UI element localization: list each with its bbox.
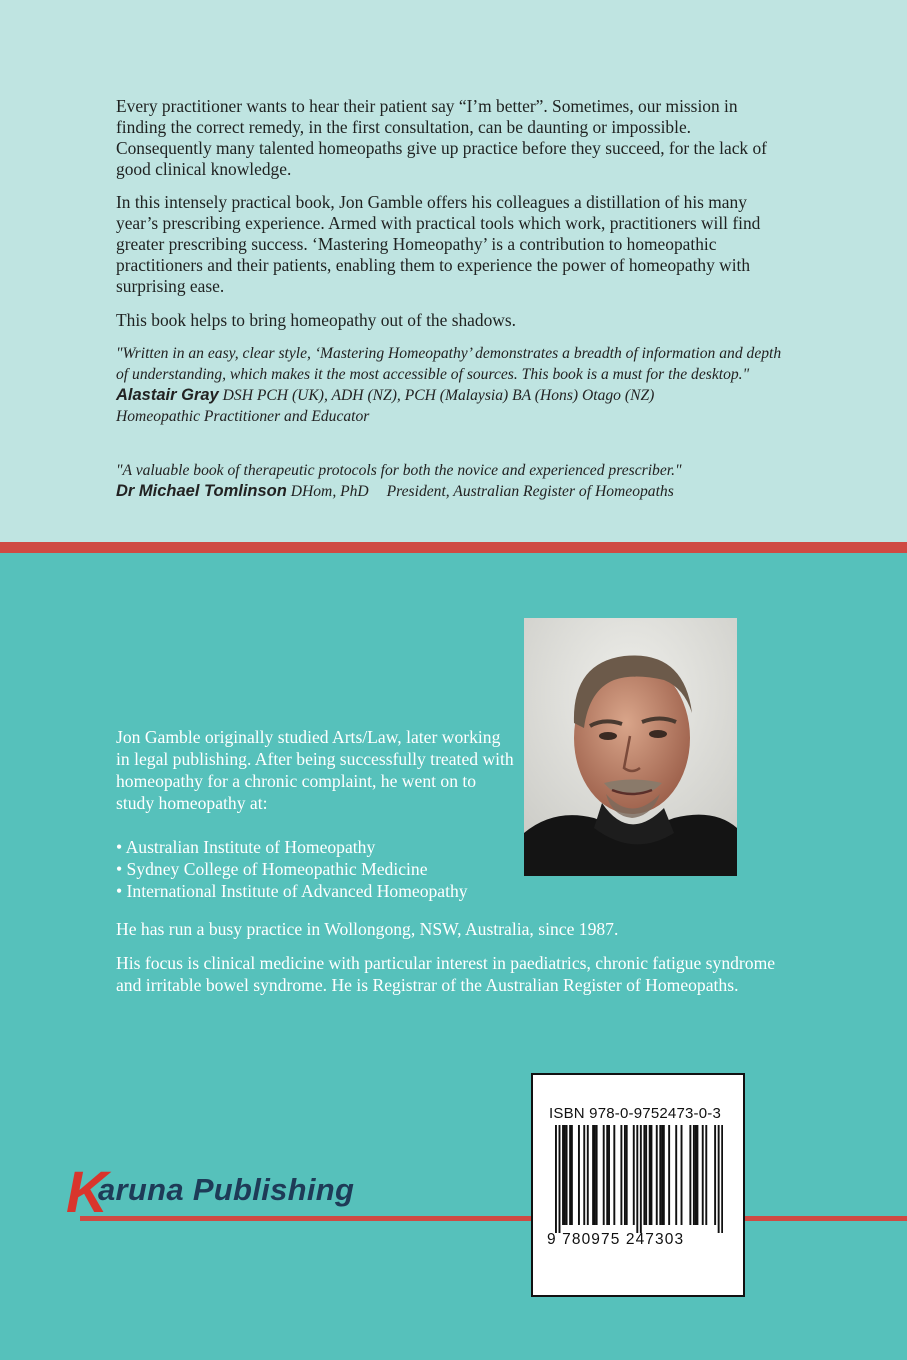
barcode-bar: [689, 1125, 691, 1225]
barcode-bar: [668, 1125, 670, 1225]
barcode-bar: [636, 1125, 638, 1233]
endorsement-quote: "A valuable book of therapeutic protocols for both the novice and experienced prescriber.": [116, 462, 682, 479]
blurb-paragraph: In this intensely practical book, Jon Gamble offers his colleagues a distillation of his many year’s prescribing experience. Armed with practical tools which work, practitioners will find greater prescribing success. ‘Mastering Homeopathy’ is a contribution to homeopathic practitioners and their patients, enabling them to experience the power of homeopathy with surprising ease.: [116, 192, 761, 296]
barcode-bar: [693, 1125, 695, 1225]
author-focus: His focus is clinical medicine with particular interest in paediatrics, chronic fatigue syndrome and irritable bowel syndrome. He is Registrar of the Australian Register of Homeopaths.: [116, 953, 776, 995]
blurb-paragraph: Every practitioner wants to hear their patient say “I’m better”. Sometimes, our mission in finding the correct remedy, in the first consultation, can be daunting or impossible. Consequently many talented homeopaths give up practice before they succeed, for the lack of good clinical knowledge.: [116, 96, 767, 179]
barcode-bar: [696, 1125, 698, 1225]
barcode-bar: [643, 1125, 645, 1225]
red-divider-band: [0, 542, 907, 553]
barcode-bar: [661, 1125, 663, 1225]
barcode-bar: [663, 1125, 665, 1225]
list-item: • Sydney College of Homeopathic Medicine: [116, 859, 428, 879]
endorser-name: Dr Michael Tomlinson: [116, 482, 287, 500]
barcode-bar: [626, 1125, 628, 1225]
endorser-name: Alastair Gray: [116, 386, 219, 404]
barcode-bars: [555, 1125, 723, 1233]
barcode-bar: [578, 1125, 580, 1225]
endorsement-quote: "Written in an easy, clear style, ‘Mastering Homeopathy’ demonstrates a breadth of information and depth of understanding, which makes it the most accessible of sources. This book is a must for the desktop.": [116, 345, 782, 383]
barcode-bar: [592, 1125, 594, 1225]
barcode-bar: [596, 1125, 598, 1225]
list-item: • International Institute of Advanced Homeopathy: [116, 881, 468, 901]
endorser-role: Homeopathic Practitioner and Educator: [116, 408, 370, 425]
barcode-bar: [702, 1125, 704, 1225]
blurb-paragraph: This book helps to bring homeopathy out of the shadows.: [116, 310, 516, 330]
barcode-bar: [583, 1125, 585, 1225]
publisher-logo: [66, 1162, 406, 1232]
author-practice: He has run a busy practice in Wollongong, NSW, Australia, since 1987.: [116, 919, 619, 939]
barcode-bar: [705, 1125, 707, 1225]
barcode-bar: [681, 1125, 683, 1225]
isbn-label: ISBN 978-0-9752473-0-3: [549, 1105, 722, 1122]
list-item: • Australian Institute of Homeopathy: [116, 837, 376, 857]
barcode-bar: [721, 1125, 723, 1233]
barcode-bar: [562, 1125, 564, 1225]
barcode-bar: [587, 1125, 589, 1225]
barcode-bar: [650, 1125, 652, 1225]
barcode-bar: [603, 1125, 605, 1225]
barcode-bar: [695, 1125, 697, 1225]
barcode-bar: [566, 1125, 568, 1225]
barcode-digits: 9 780975 247303: [547, 1231, 685, 1248]
barcode-bar: [714, 1125, 716, 1225]
author-schools-list: [116, 836, 586, 902]
barcode-bar: [569, 1125, 571, 1225]
barcode-bar: [606, 1125, 608, 1225]
barcode-bar: [594, 1125, 596, 1225]
barcode-bar: [659, 1125, 661, 1225]
barcode-bar: [564, 1125, 566, 1225]
endorsement: [116, 460, 796, 502]
barcode-bar: [656, 1125, 658, 1225]
author-bio-intro: Jon Gamble originally studied Arts/Law, later working in legal publishing. After being successfully treated with homeopathy for a chronic complaint, he went on to study homeopathy at:: [116, 727, 514, 813]
barcode-bar: [645, 1125, 647, 1225]
barcode-bar: [649, 1125, 651, 1225]
endorser-credentials: DSH PCH (UK), ADH (NZ), PCH (Malaysia) BA (Hons) Otago (NZ): [222, 387, 655, 404]
barcode-bar: [555, 1125, 557, 1233]
endorser-credentials: DHom, PhD: [290, 483, 369, 500]
barcode-bar: [675, 1125, 677, 1225]
barcode-bar: [571, 1125, 573, 1225]
endorsement: [116, 343, 796, 427]
barcode-bar: [620, 1125, 622, 1225]
barcode-box: [531, 1073, 745, 1297]
endorser-role: President, Australian Register of Homeopaths: [386, 483, 674, 500]
barcode-bar: [559, 1125, 561, 1233]
logo-wordmark: aruna Publishing: [98, 1172, 355, 1207]
logo-letter: K: [66, 1160, 108, 1225]
barcode-bar: [613, 1125, 615, 1225]
barcode-bar: [633, 1125, 635, 1225]
barcode-bar: [608, 1125, 610, 1225]
barcode-bar: [718, 1125, 720, 1233]
barcode-bar: [640, 1125, 642, 1233]
barcode-bar: [624, 1125, 626, 1225]
